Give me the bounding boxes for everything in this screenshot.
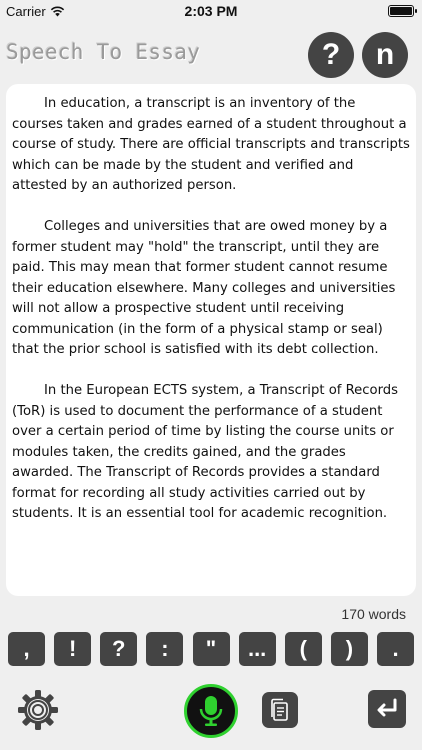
settings-button[interactable] [16, 688, 60, 732]
period-key[interactable]: . [377, 632, 414, 666]
carrier-label: Carrier [6, 4, 46, 19]
quote-key[interactable]: " [193, 632, 230, 666]
ellipsis-key[interactable]: ... [239, 632, 276, 666]
question-key[interactable]: ? [100, 632, 137, 666]
essay-paragraph: In education, a transcript is an inventory of the courses taken and grades earned of a student throughout a course of study. There are official transcripts and transcripts which can be made by the student and verified and attested by an authorized person. [12, 96, 410, 193]
copy-button[interactable] [262, 692, 298, 728]
document-copy-icon [269, 698, 291, 722]
open-paren-key[interactable]: ( [285, 632, 322, 666]
comma-key[interactable]: , [8, 632, 45, 666]
microphone-icon [198, 695, 224, 727]
n-icon: n [375, 38, 395, 71]
exclamation-key[interactable]: ! [54, 632, 91, 666]
punctuation-bar [8, 632, 414, 666]
word-count: 170 words [341, 606, 406, 622]
app-title: Speech To Essay [6, 40, 201, 64]
help-button[interactable] [308, 32, 354, 78]
battery-level [390, 7, 412, 15]
battery-icon [388, 5, 414, 17]
status-time: 2:03 PM [184, 3, 238, 19]
return-arrow-icon [374, 698, 400, 720]
colon-key[interactable]: : [146, 632, 183, 666]
essay-text-area[interactable] [6, 84, 416, 596]
help-icon: ? [321, 38, 341, 71]
enter-button[interactable] [368, 690, 406, 728]
gear-icon [16, 688, 60, 732]
n-button[interactable] [362, 32, 408, 78]
essay-paragraph: Colleges and universities that are owed money by a former student may "hold" the transcript, until they are paid. This may mean that former student cannot resume their education elsewhere. Many colleges and universities will not allow a prospective student until receiving communication (in the form of a physical stamp or seal) that the prior school is satisfied with its debt collection. [12, 219, 396, 357]
microphone-button[interactable] [184, 684, 238, 738]
essay-paragraph: In the European ECTS system, a Transcript of Records (ToR) is used to document the performance of a student over a certain period of time by listing the course units or modules taken, the credits gained, and the grades awarded. The Transcript of Records provides a standard format for recording all study activities carried out by students. It is an essential tool for academic recognition. [12, 383, 399, 521]
close-paren-key[interactable]: ) [331, 632, 368, 666]
status-bar [0, 0, 422, 22]
